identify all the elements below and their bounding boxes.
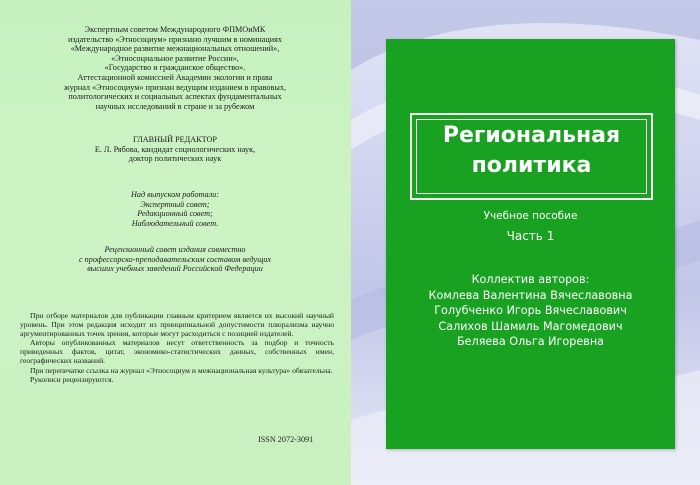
title-frame <box>410 113 653 200</box>
council-line: научных исследований в стране и за рубежом <box>95 101 255 111</box>
policy-paragraph: Рукописи рецензируются. <box>30 374 114 384</box>
policy-paragraph: При перепечатке ссылка на журнал «Этносоциум и межнациональная культура» обязательна. <box>30 365 333 375</box>
council-line: «Международное развитие межнациональных отношений», <box>70 44 280 54</box>
author-name: Беляева Ольга Игоревна <box>456 335 604 348</box>
council-line: «Этносоциальное развитие России», <box>111 53 239 63</box>
worked-line: Редакционный совет; <box>137 209 213 219</box>
book-title-line: политика <box>471 153 592 178</box>
review-line: Рецензионный совет издания совместно <box>104 245 246 254</box>
cover-green-panel <box>386 39 675 449</box>
book-title-line: Региональная <box>442 123 621 148</box>
worked-on-issue-block <box>14 190 336 228</box>
worked-line: Наблюдательный совет. <box>131 218 219 228</box>
council-line: «Государство и гражданское общество». <box>104 63 246 73</box>
council-line: Аттестационной комиссией Академии экологии и права <box>77 72 273 82</box>
review-line: с профессорско-преподавательским составом ведущих <box>78 254 272 264</box>
authors-heading: Коллектив авторов: <box>471 273 590 286</box>
book-subtitle: Учебное пособие <box>483 210 578 222</box>
front-cover <box>351 0 700 485</box>
author-name: Салихов Шамиль Магомедович <box>438 319 623 333</box>
council-awards-block <box>14 25 336 111</box>
policy-paragraph: Авторы опубликованных материалов несут ответственность за подбор и точность приведенных фактов, цитат, экономико-статистических данных, собственных имен, географических названий. <box>20 338 334 366</box>
editorial-policy-block <box>20 311 334 384</box>
council-line: издательство «Этносоциум» признано лучшим в номинациях <box>67 34 283 44</box>
chief-editor-block <box>14 135 336 164</box>
council-line: политологических и социальных аспектах фундаментальных <box>68 92 282 102</box>
worked-line: Над выпуском работали: <box>130 190 219 199</box>
authors-block <box>386 272 675 350</box>
issn-number: ISSN 2072-3091 <box>258 435 314 444</box>
council-line: журнал «Этносоциум» признан ведущим изданием в правовых, <box>64 82 286 92</box>
editor-line: Е. Л. Рябова, кандидат социологических наук, <box>94 144 256 154</box>
book-part: Часть 1 <box>506 229 555 243</box>
book-title <box>412 121 651 181</box>
review-council-block <box>14 245 336 274</box>
review-line: высших учебных заведений Российской Федерации <box>87 264 263 274</box>
editor-heading: ГЛАВНЫЙ РЕДАКТОР <box>133 135 217 144</box>
worked-line: Экспертный совет; <box>140 199 210 209</box>
council-line: Экспертным советом Международного ФПМОиМК <box>84 25 266 34</box>
author-name: Голубченко Игорь Вячеславович <box>434 304 627 317</box>
editor-line: доктор политических наук <box>128 154 222 164</box>
policy-paragraph: При отборе материалов для публикации главным критерием является их высокий научный уровень. При этом редакция исходит из принципиальной допустимости плюрализма научно аргументированных точек зрения, которые могут расходиться с позицией издателей. <box>20 311 334 339</box>
author-name: Комлева Валентина Вячеславовна <box>428 288 633 302</box>
